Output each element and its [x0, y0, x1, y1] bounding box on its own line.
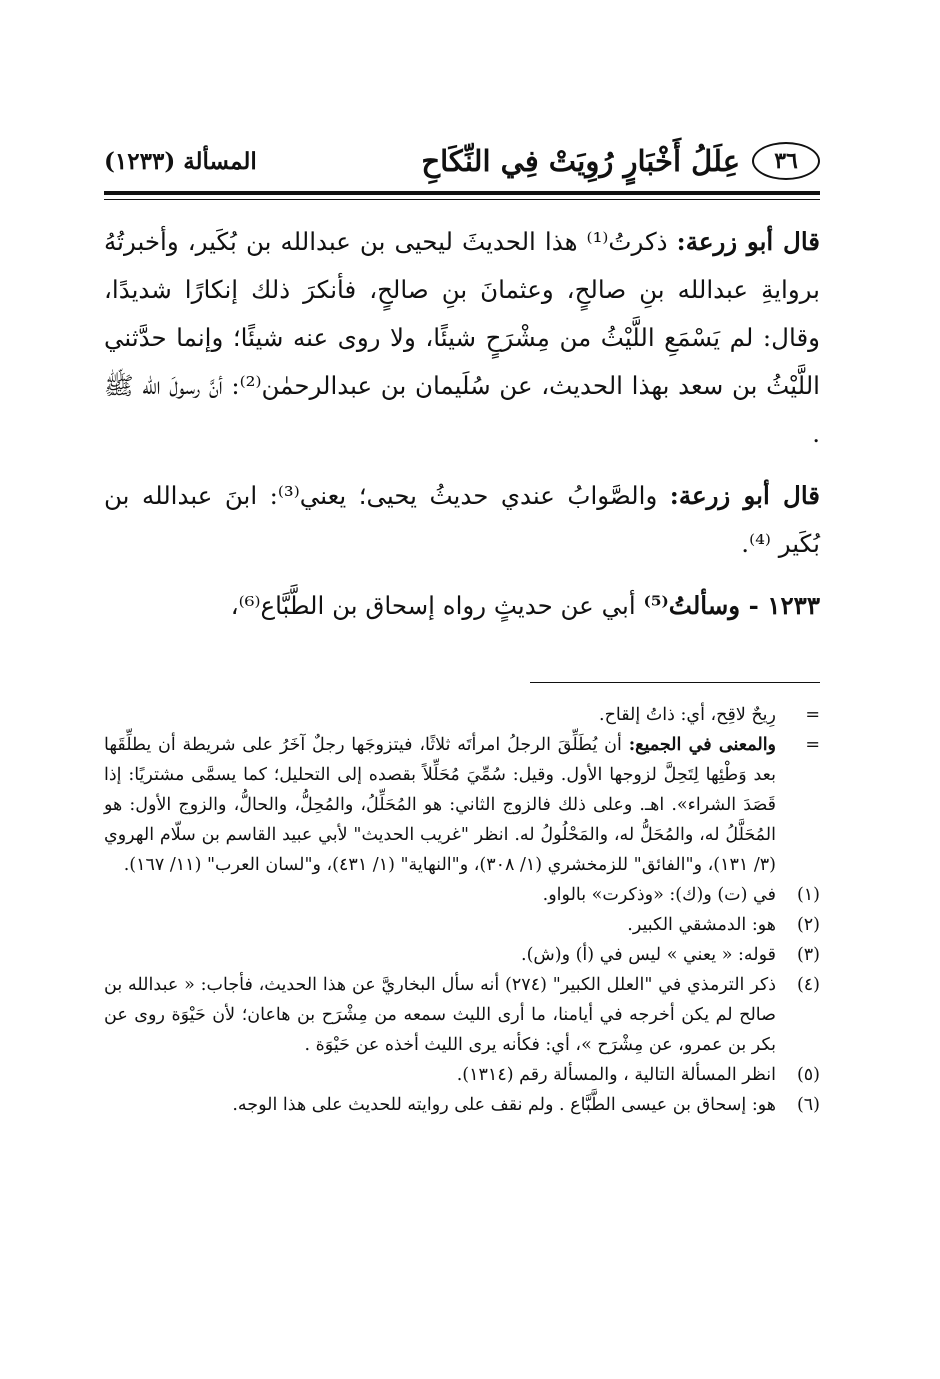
continuation-marker: =	[805, 735, 820, 755]
footnote-1	[104, 880, 820, 910]
footnote-text: ذكر الترمذي في "العلل الكبير" (٢٧٤) أنه سأل البخاريَّ عن هذا الحديث، فأجاب: « عبدالله بن صالح لم يكن أخرجه في أيامنا، ما أرى الليث سمعه من مِشْرَح بن هاعان؛ لأن حَيْوَة روى عن بكر بن عمرو، عن مِشْرَح »، أي: فكأنه يرى الليث أخذه عن حَيْوَة .	[104, 975, 776, 1055]
header-title-group	[421, 142, 820, 180]
footnote-2	[104, 910, 820, 940]
header-rule-thin	[104, 199, 820, 200]
continuation-marker: =	[805, 705, 820, 725]
footnote-continuation	[104, 730, 820, 880]
footnote-text: رِيحٌ لاقِح، أي: ذاتُ إلقاح.	[599, 705, 776, 725]
footnote-4	[104, 970, 820, 1060]
footnote-continuation	[104, 700, 820, 730]
footnote-separator	[530, 682, 820, 683]
speaker-lead: قال أبو زرعة:	[676, 227, 820, 256]
footnote-body: أن يُطَلِّقَ الرجلُ امرأتَه ثلاثًا، فيتزوجَها رجلٌ آخَرُ على شريطة أن يطلِّقَها بعد وَطْئِها لِتَحِلَّ لزوجها الأول. وقيل: سُمِّيَ مُحَلِّلاً بقصده إلى التحليل؛ كما يسمَّى مشتريًا: إذا قَصَدَ الشراء». اهـ. وعلى ذلك فالزوج الثاني: هو المُحَلِّلُ، والمُحِلُّ، والحالُّ، والزوج الأول: هو المُحَلَّلُ له، والمُحَلُّ له، والمَحْلُولُ له. انظر "غريب الحديث" لأبي عبيد القاسم بن سلّام الهروي (٣/ ١٣١)، و"الفائق" للزمخشري (١/ ٣٠٨)، و"النهاية" (١/ ٤٣١)، و"لسان العرب" (١١/ ١٦٧).	[104, 735, 776, 875]
book-title: عِلَلُ أَخْبَارٍ رُوِيَتْ فِي النِّكَاحِ	[421, 144, 740, 178]
footnote-marker: (٢)	[796, 915, 820, 935]
footnote-text: انظر المسألة التالية ، والمسألة رقم (١٣١٤).	[456, 1065, 776, 1085]
issue-label: المسألة (١٢٣٣)	[104, 147, 257, 175]
paragraph-2	[104, 472, 820, 568]
paragraph-3	[104, 582, 820, 630]
footnotes	[104, 700, 820, 1120]
footnote-marker: (٣)	[796, 945, 820, 965]
footnote-marker: (١)	[796, 885, 820, 905]
paragraph-1	[104, 218, 820, 458]
header-rule-thick	[104, 191, 820, 195]
footnote-marker: (٤)	[796, 975, 820, 995]
paragraph-text: ذكرتُ⁽¹⁾ هذا الحديثَ ليحيى بن عبدالله بن بُكَير، وأخبرتُهُ بروايةِ عبدالله بنِ صالحٍ، وعثمانَ بنِ صالحٍ، فأنكرَ ذلك إنكارًا شديدًا، وقال: لم يَسْمَعِ اللَّيْثُ من مِشْرَحٍ شيئًا، ولا روى عنه شيئًا؛ وإنما حدَّثني اللَّيْثُ بن سعد بهذا الحديث، عن سُلَيمان بن عبدالرحمٰن⁽²⁾: أنَّ رسولَ الله ﷺ .	[104, 227, 820, 448]
speaker-lead: قال أبو زرعة:	[669, 481, 820, 510]
issue-number-lead: ١٢٣٣ - وسألتُ⁽⁵⁾	[643, 591, 820, 620]
footnote-text	[104, 730, 776, 880]
footnote-lead: والمعنى في الجميع:	[628, 735, 777, 755]
footnote-3	[104, 940, 820, 970]
paragraph-text: أبي عن حديثٍ رواه إسحاق بن الطَّبَّاع⁽⁶⁾،	[230, 591, 644, 620]
footnote-text: قوله: « يعني » ليس في (أ) و(ش).	[521, 945, 776, 965]
page-header	[104, 138, 820, 184]
footnote-6	[104, 1090, 820, 1120]
footnote-text: في (ت) و(ك): «وذكرت» بالواو.	[542, 885, 776, 905]
footnote-5	[104, 1060, 820, 1090]
footnote-text: هو: الدمشقي الكبير.	[627, 915, 776, 935]
footnote-marker: (٥)	[796, 1065, 820, 1085]
paragraph-text: والصَّوابُ عندي حديثُ يحيى؛ يعني⁽³⁾: ابنَ عبدالله بن بُكَير ⁽⁴⁾.	[104, 481, 820, 558]
footnote-text: هو: إسحاق بن عيسى الطَّبَّاع . ولم نقف على روايته للحديث على هذا الوجه.	[232, 1095, 776, 1115]
main-text	[104, 218, 820, 644]
page-number: ٣٦	[752, 142, 820, 180]
footnote-marker: (٦)	[796, 1095, 820, 1115]
